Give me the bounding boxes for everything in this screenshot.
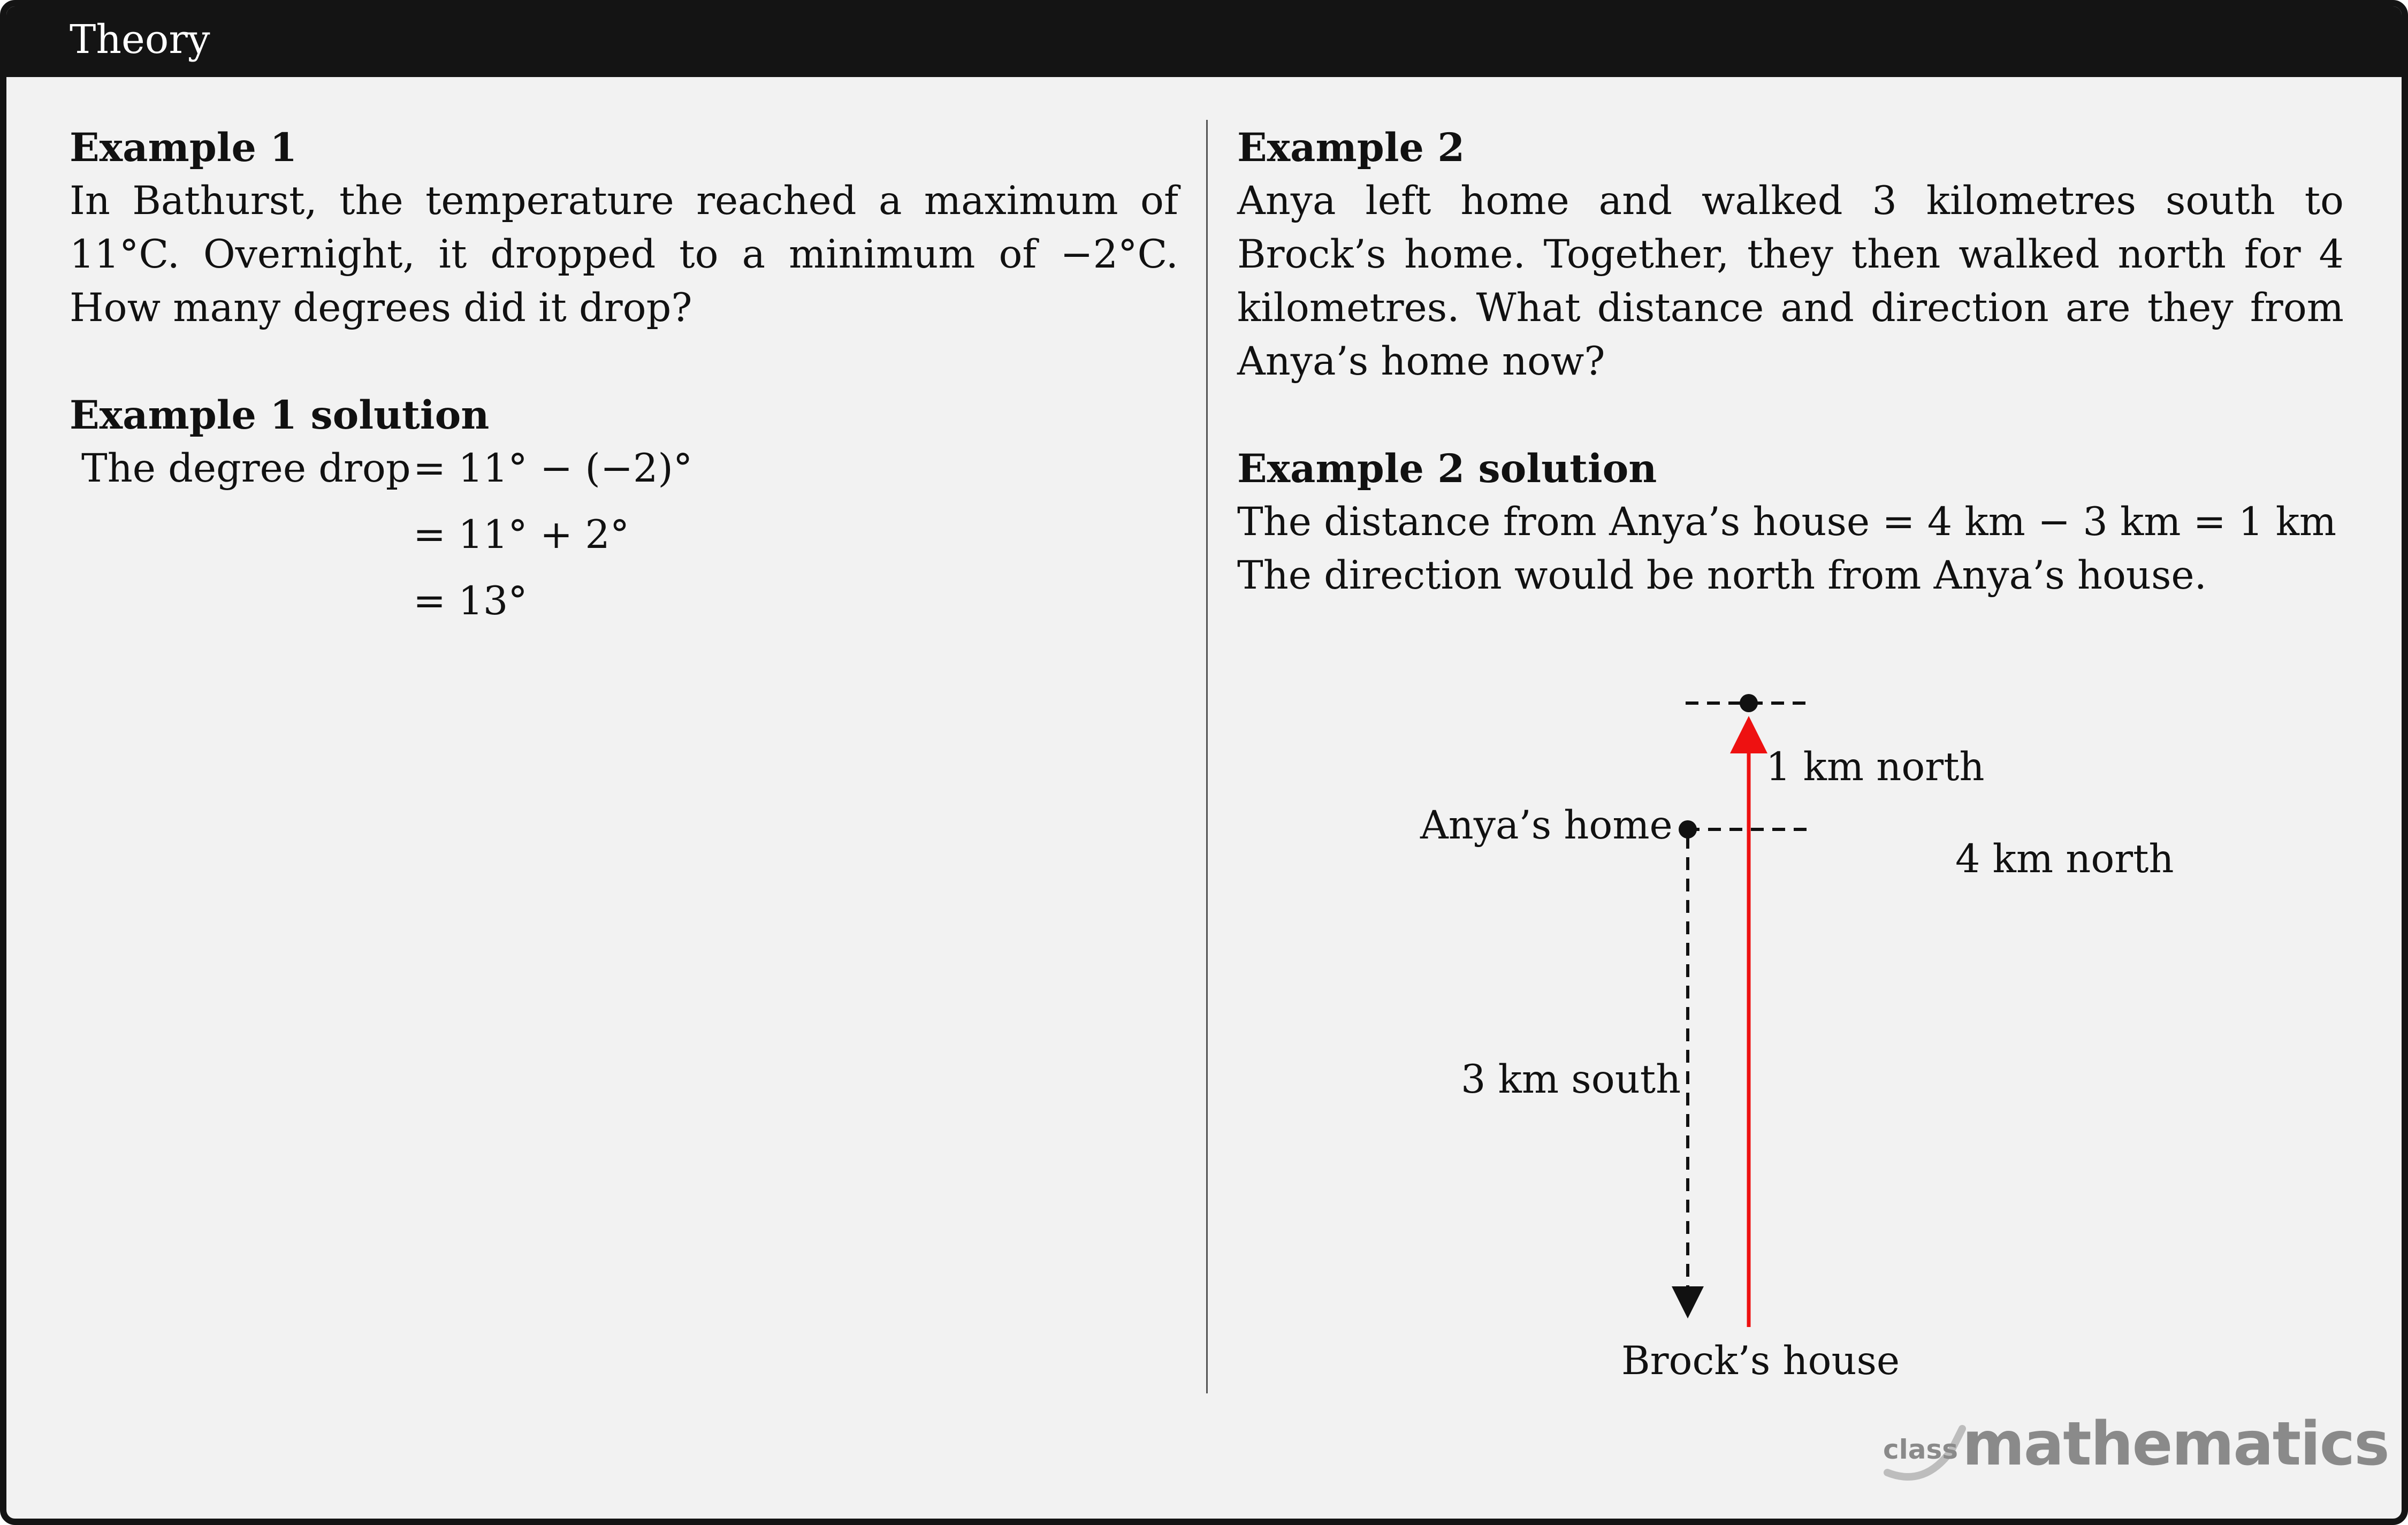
- logo-name: mathematics: [1962, 1409, 2389, 1479]
- example-2-question: Anya left home and walked 3 kilometres south to Brock’s home. Together, they then walked north for 4 kilometres. What distance and direction are they from Anya’s home now?: [1237, 178, 2344, 384]
- title-bar: [6, 6, 2402, 77]
- example-1-question: In Bathurst, the temperature reached a maximum of 11°C. Overnight, it dropped to a minimum of −2°C. How many degrees did it drop?: [70, 178, 1178, 331]
- column-divider: [1206, 120, 1208, 1393]
- label-brock-house: Brock’s house: [1621, 1338, 1900, 1384]
- solution-label: [81, 508, 413, 562]
- class-mathematics-logo: [1882, 1409, 2389, 1482]
- example-1-heading: Example 1: [70, 125, 298, 171]
- example-1-solution-heading: Example 1 solution: [70, 392, 490, 438]
- example-1-solution-working: [81, 442, 1178, 628]
- label-1km-north: 1 km north: [1766, 744, 1985, 790]
- logo-prefix: class: [1883, 1434, 1959, 1465]
- panel-title: Theory: [70, 17, 210, 63]
- solution-expression: = 13°: [413, 578, 528, 624]
- label-3km-south: 3 km south: [1461, 1057, 1681, 1102]
- example-1-section: [70, 121, 1178, 628]
- example-2-solution-line-2: The direction would be north from Anya’s house.: [1237, 553, 2207, 598]
- label-anya-home: Anya’s home: [1420, 803, 1673, 848]
- final-position-point: [1740, 694, 1758, 712]
- example-2-section: [1237, 121, 2344, 603]
- example-2-heading: Example 2: [1237, 125, 1465, 171]
- solution-expression: = 11° + 2°: [413, 512, 630, 558]
- solution-label: The degree drop: [81, 446, 411, 491]
- label-4km-north: 4 km north: [1955, 836, 2174, 882]
- example-2-solution-heading: Example 2 solution: [1237, 446, 1657, 492]
- solution-expression: = 11° − (−2)°: [413, 446, 693, 491]
- example-2-solution-line-1: The distance from Anya’s house = 4 km − 3 km = 1 km: [1237, 499, 2337, 545]
- anya-home-point: [1679, 820, 1697, 838]
- solution-label: [81, 575, 413, 628]
